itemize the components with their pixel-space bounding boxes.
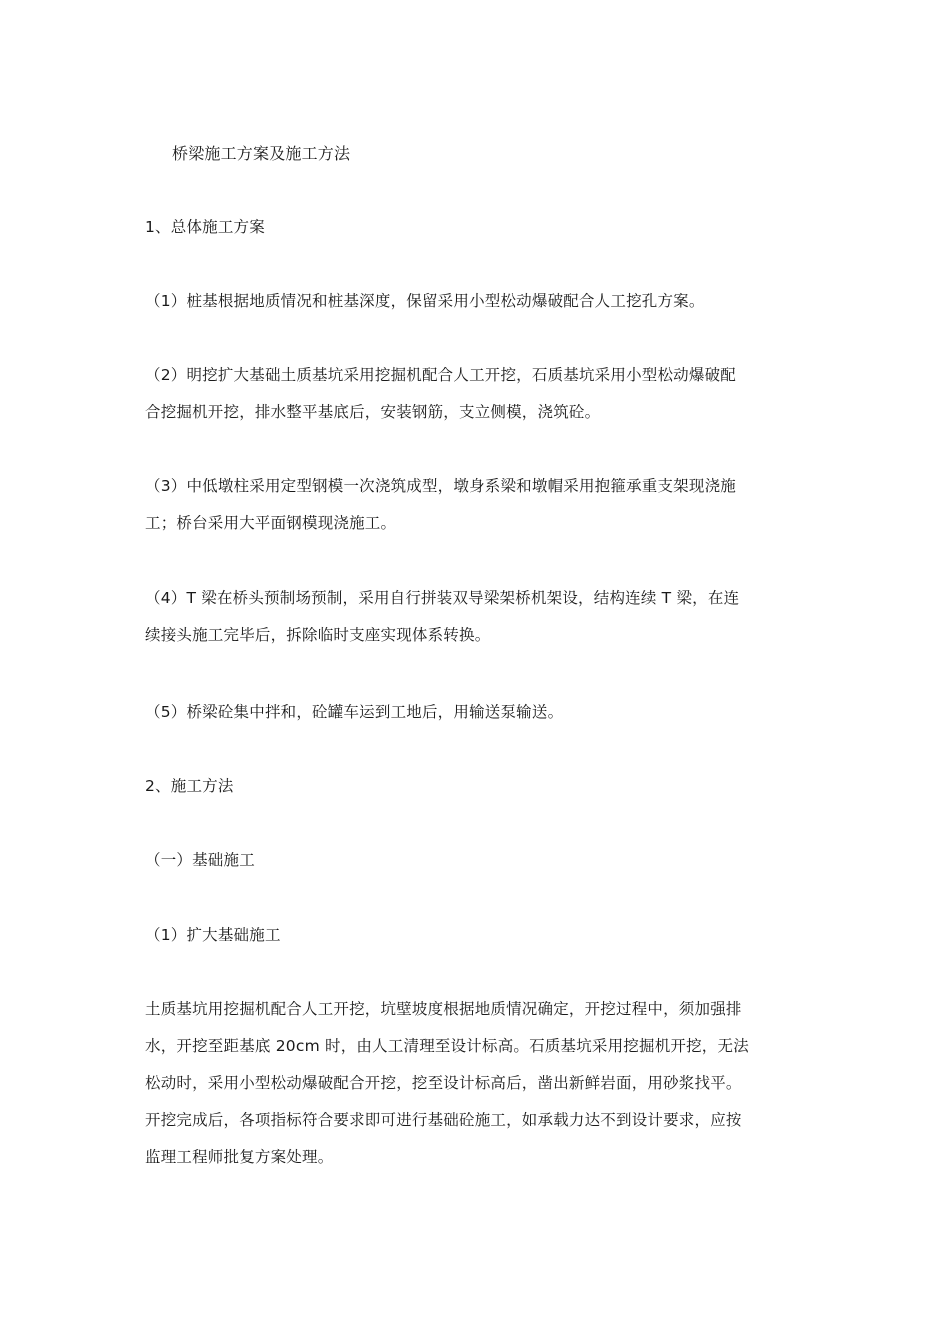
list-item-4-line-1: （4）T 梁在桥头预制场预制，采用自行拼装双导梁架桥机架设，结构连续 T 梁，在连 <box>145 589 740 607</box>
body-text-line-5: 监理工程师批复方案处理。 <box>145 1148 334 1166</box>
document-title: 桥梁施工方案及施工方法 <box>172 144 351 163</box>
list-item-4-line-2: 续接头施工完毕后，拆除临时支座实现体系转换。 <box>145 626 491 644</box>
body-text-line-4: 开挖完成后，各项指标符合要求即可进行基础砼施工，如承载力达不到设计要求，应按 <box>145 1111 742 1129</box>
list-item-2-line-1: （2）明挖扩大基础土质基坑采用挖掘机配合人工开挖，石质基坑采用小型松动爆破配 <box>145 366 736 384</box>
list-item-2-line-2: 合挖掘机开挖，排水整平基底后，安装钢筋，支立侧模，浇筑砼。 <box>145 403 601 421</box>
list-item-3-line-1: （3）中低墩柱采用定型钢模一次浇筑成型，墩身系梁和墩帽采用抱箍承重支架现浇施 <box>145 477 736 495</box>
body-text-line-1: 土质基坑用挖掘机配合人工开挖，坑壁坡度根据地质情况确定，开挖过程中，须加强排 <box>145 1000 742 1018</box>
subsection-heading-foundation: （一）基础施工 <box>145 851 255 869</box>
section-heading-overall-plan: 1、总体施工方案 <box>145 218 265 236</box>
section-heading-methods: 2、施工方法 <box>145 777 234 795</box>
list-item-5: （5）桥梁砼集中拌和，砼罐车运到工地后，用输送泵输送。 <box>145 703 564 721</box>
subsubsection-heading-spread-foundation: （1）扩大基础施工 <box>145 926 281 944</box>
body-text-line-3: 松动时，采用小型松动爆破配合开挖，挖至设计标高后，凿出新鲜岩面，用砂浆找平。 <box>145 1074 742 1092</box>
body-text-line-2: 水，开挖至距基底 20cm 时，由人工清理至设计标高。石质基坑采用挖掘机开挖，无法 <box>145 1037 749 1055</box>
list-item-1: （1）桩基根据地质情况和桩基深度，保留采用小型松动爆破配合人工挖孔方案。 <box>145 292 705 310</box>
list-item-3-line-2: 工；桥台采用大平面钢模现浇施工。 <box>145 514 397 532</box>
